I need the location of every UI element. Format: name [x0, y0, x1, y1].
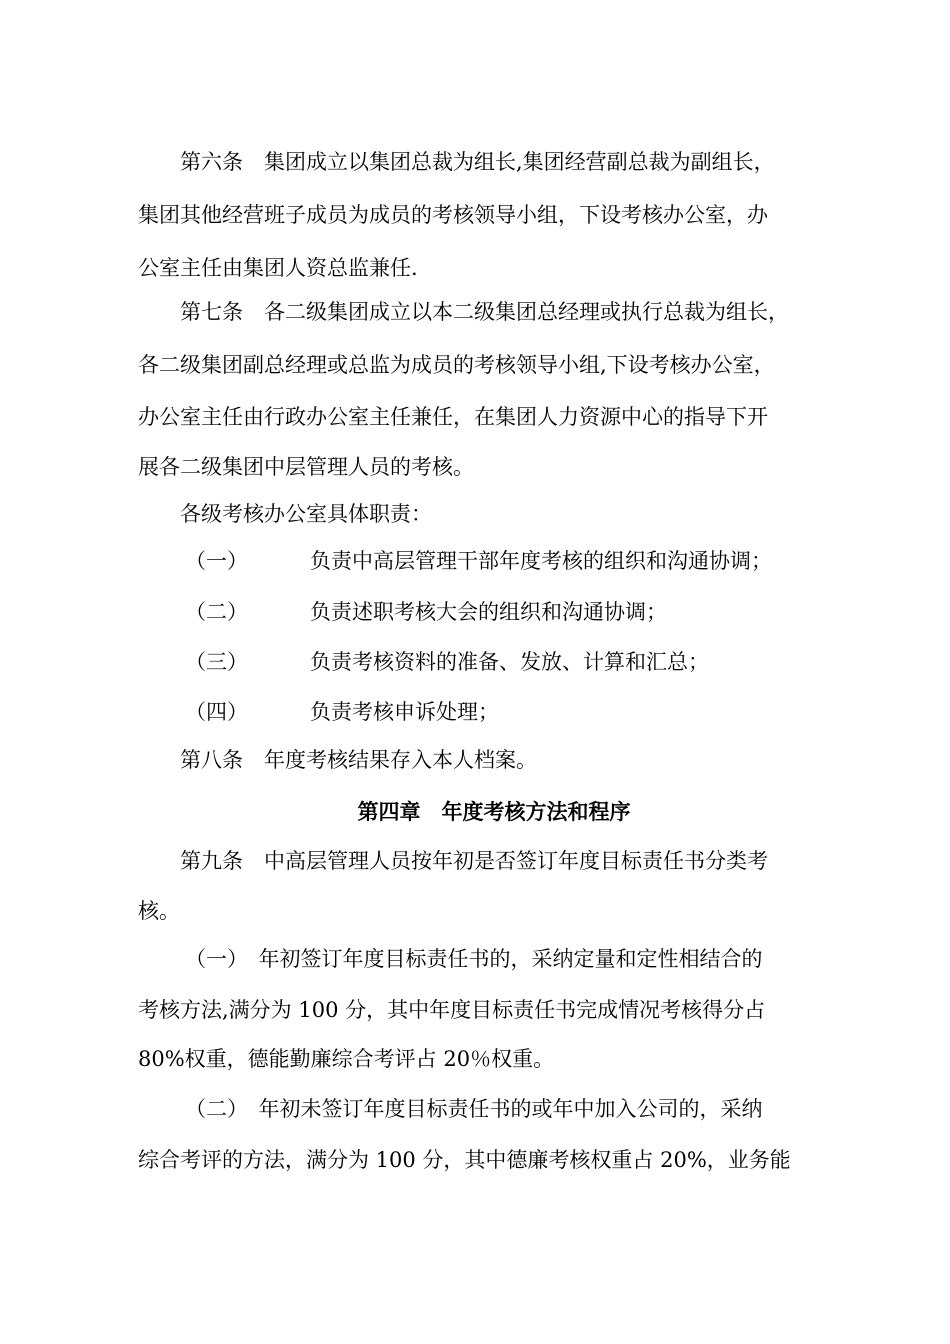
duties-intro: 各级考核办公室具体职责：: [180, 502, 432, 526]
method-2-line-2: 综合考评的方法，满分为 100 分，其中德廉考核权重占 20%，业务能: [138, 1148, 791, 1172]
duty-text: 负责中高层管理干部年度考核的组织和沟通协调；: [310, 549, 772, 573]
method-1-line-1: （一） 年初签订年度目标责任书的，采纳定量和定性相结合的: [185, 947, 763, 971]
duty-number: （一）: [185, 549, 248, 573]
article-9-line-1: 第九条 中高层管理人员按年初是否签订年度目标责任书分类考: [180, 849, 768, 873]
article-7-line-3: 办公室主任由行政办公室主任兼任，在集团人力资源中心的指导下开: [138, 405, 768, 429]
method-1-line-2: 考核方法,满分为 100 分，其中年度目标责任书完成情况考核得分占: [138, 998, 766, 1022]
duty-number: （二）: [185, 600, 248, 624]
article-6-line-3: 公室主任由集团人资总监兼任.: [138, 256, 418, 280]
article-8: 第八条 年度考核结果存入本人档案。: [180, 748, 537, 772]
method-1-line-3: 80%权重，德能勤廉综合考评占 20％权重。: [138, 1047, 555, 1071]
duty-number: （四）: [185, 700, 248, 724]
article-7-line-4: 展各二级集团中层管理人员的考核。: [138, 455, 474, 479]
article-7-line-1: 第七条 各二级集团成立以本二级集团总经理或执行总裁为组长，: [180, 300, 789, 324]
duty-number: （三）: [185, 650, 248, 674]
duty-text: 负责考核资料的准备、发放、计算和汇总；: [310, 650, 709, 674]
article-7-line-2: 各二级集团副总经理或总监为成员的考核领导小组,下设考核办公室，: [138, 353, 775, 377]
article-6-line-2: 集团其他经营班子成员为成员的考核领导小组，下设考核办公室，办: [138, 203, 768, 227]
article-9-line-2: 核。: [138, 899, 180, 923]
method-2-line-1: （二） 年初未签订年度目标责任书的或年中加入公司的，采纳: [185, 1097, 763, 1121]
chapter-4-heading: 第四章 年度考核方法和程序: [357, 800, 631, 824]
article-6-line-1: 第六条 集团成立以集团总裁为组长,集团经营副总裁为副组长，: [180, 150, 775, 174]
duty-text: 负责述职考核大会的组织和沟通协调；: [310, 600, 667, 624]
duty-text: 负责考核申诉处理；: [310, 700, 499, 724]
